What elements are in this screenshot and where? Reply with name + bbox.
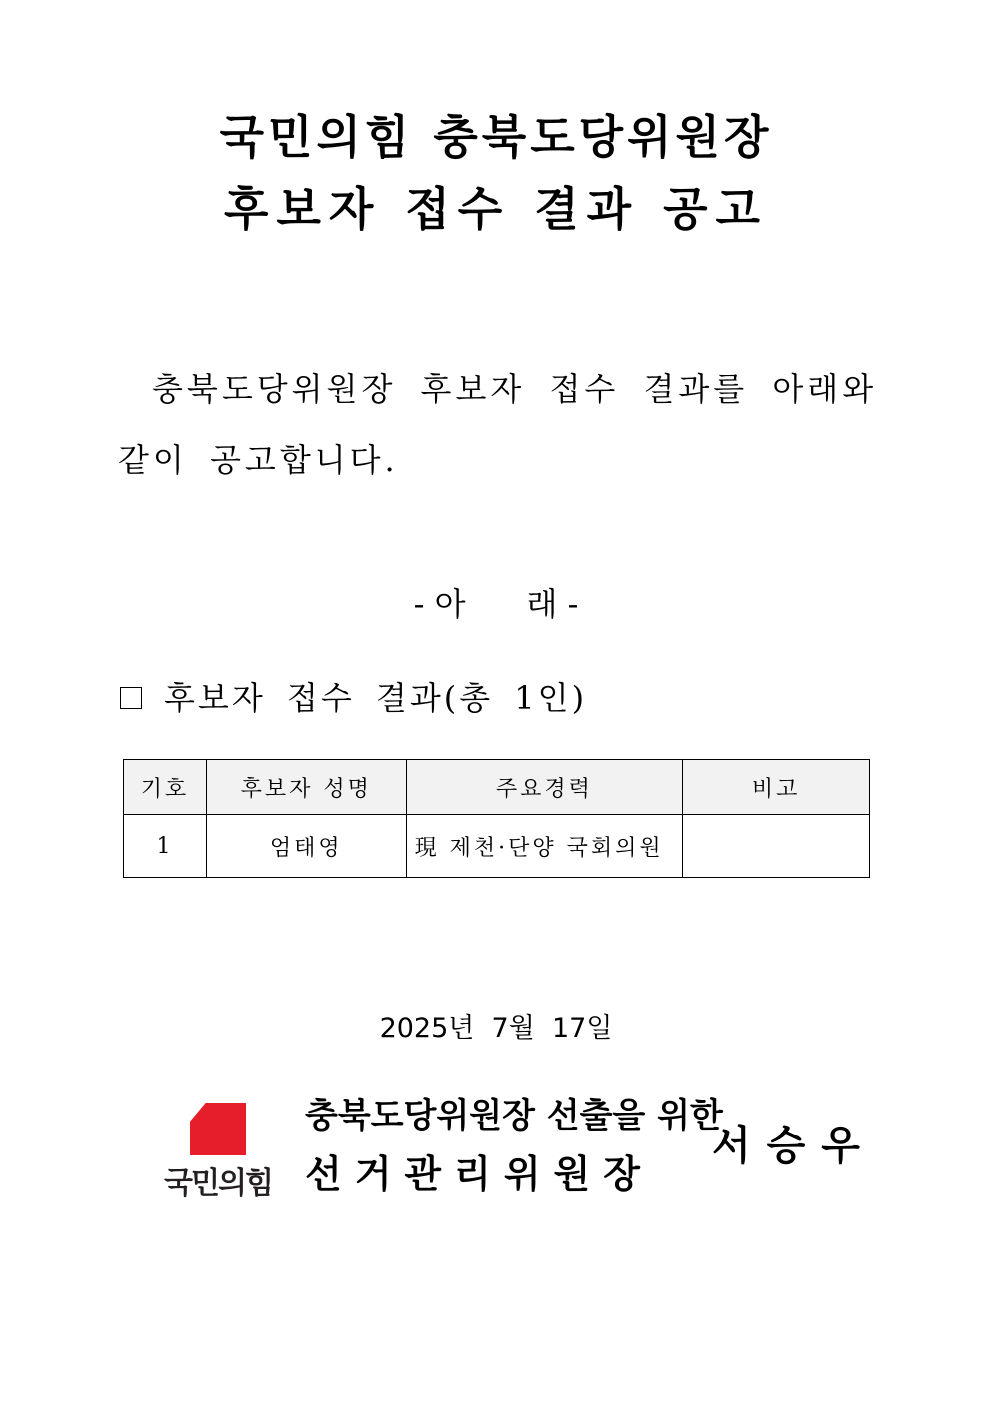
signature-title-line1: 충북도당위원장 선출을 위한 [305, 1096, 723, 1136]
party-logo-mark-icon [190, 1103, 246, 1155]
body-text-line2: 같이 공고합니다. [118, 441, 399, 479]
party-logo [148, 1103, 288, 1205]
notice-heading: - 아 래 - [413, 585, 579, 623]
cell-candidate-name: 엄태영 [206, 815, 406, 878]
section-heading [120, 679, 588, 717]
document-date: 2025년 7월 17일 [379, 1013, 613, 1044]
header-candidate-name: 후보자 성명 [206, 760, 406, 815]
checkbox-square-icon [120, 687, 142, 709]
party-logo-text: 국민의힘 [164, 1166, 272, 1201]
table-row [124, 815, 870, 878]
cell-career: 現 제천·단양 국회의원 [406, 815, 683, 878]
table-header-row [124, 760, 870, 815]
header-remarks: 비고 [683, 760, 870, 815]
body-text-line1: 충북도당위원장 후보자 접수 결과를 아래와 [152, 370, 878, 408]
section-heading-label: 후보자 접수 결과(총 1인) [164, 679, 588, 717]
cell-number: 1 [124, 815, 207, 878]
signatory-name: 서승우 [712, 1122, 876, 1169]
header-career: 주요경력 [406, 760, 683, 815]
document-title-line2: 후보자 접수 결과 공고 [224, 182, 768, 236]
signature-title-line2: 선거관리위원장 [305, 1151, 653, 1196]
candidates-table [123, 759, 870, 878]
document-title-line1: 국민의힘 충북도당위원장 [219, 110, 773, 164]
cell-remarks [683, 815, 870, 878]
header-number: 기호 [124, 760, 207, 815]
